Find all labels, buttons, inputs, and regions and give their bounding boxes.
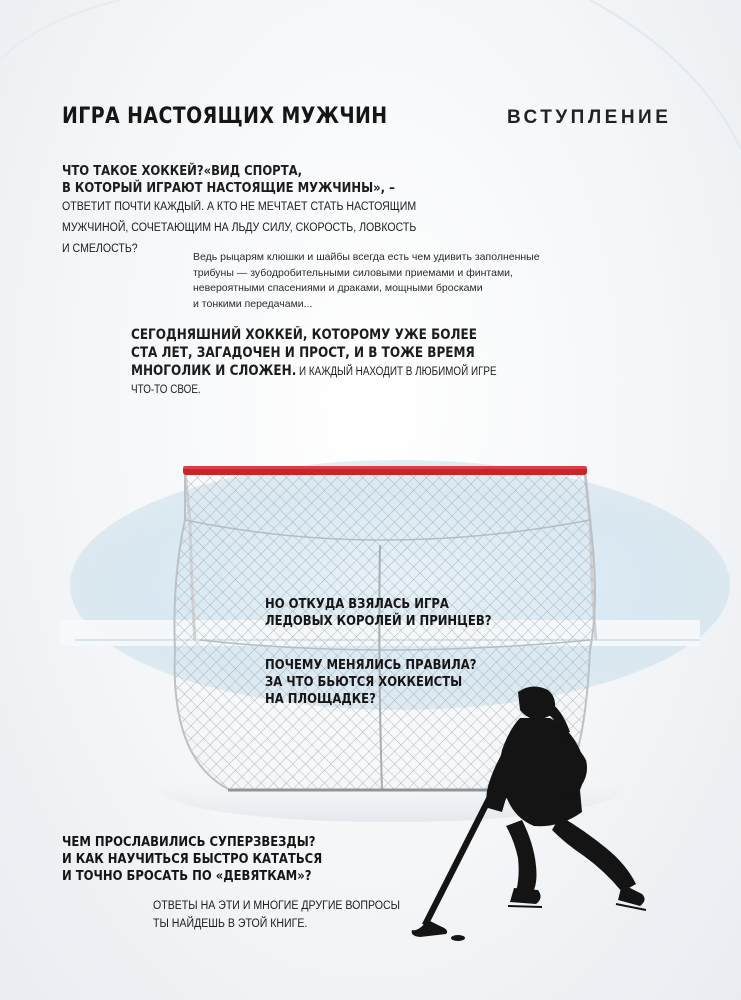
mid-strong-line: МНОГОЛИК И СЛОЖЕН. [131, 363, 297, 379]
mid-weak-tail: И КАЖДЫЙ НАХОДИТ В ЛЮБИМОЙ ИГРЕ [296, 366, 497, 378]
intro-rest-line: И СМЕЛОСТЬ? [62, 243, 138, 255]
page-title: ИГРА НАСТОЯЩИХ МУЖЧИН [62, 104, 388, 129]
question-line: И ТОЧНО БРОСАТЬ ПО «ДЕВЯТКАМ»? [62, 868, 312, 884]
answer-line: ТЫ НАЙДЕШЬ В ЭТОЙ КНИГЕ. [153, 918, 308, 930]
intro-block [62, 163, 442, 260]
paragraph-line: и тонкими передачами... [193, 297, 313, 310]
intro-rest-line: ОТВЕТИТ ПОЧТИ КАЖДЫЙ. А КТО НЕ МЕЧТАЕТ СТАТЬ НАСТОЯЩИМ [62, 201, 417, 213]
intro-lead-line: ЧТО ТАКОЕ ХОККЕЙ?«ВИД СПОРТА, [62, 163, 303, 179]
paragraph-line: Ведь рыцарям клюшки и шайбы всегда есть чем удивить заполненные [193, 251, 540, 263]
answer-text [153, 897, 400, 933]
question-origin [265, 596, 491, 630]
intro-rest-line: МУЖЧИНОЙ, СОЧЕТАЮЩИМ НА ЛЬДУ СИЛУ, СКОРОСТЬ, ЛОВКОСТЬ [62, 222, 417, 234]
mid-strong-line: СТА ЛЕТ, ЗАГАДОЧЕН И ПРОСТ, И В ТОЖЕ ВРЕМЯ [131, 344, 475, 361]
rink-arc [0, 0, 120, 60]
question-line: ЧЕМ ПРОСЛАВИЛИСЬ СУПЕРЗВЕЗДЫ? [62, 834, 316, 850]
question-line: ПОЧЕМУ МЕНЯЛИСЬ ПРАВИЛА? [265, 657, 477, 673]
question-superstars [62, 834, 322, 885]
hockey-player-silhouette [410, 680, 680, 945]
question-line: НА ПЛОЩАДКЕ? [265, 691, 376, 707]
answer-line: ОТВЕТЫ НА ЭТИ И МНОГИЕ ДРУГИЕ ВОПРОСЫ [153, 900, 401, 912]
question-line: НО ОТКУДА ВЗЯЛАСЬ ИГРА [265, 596, 449, 612]
paragraph-line: трибуны — зубодробительными силовыми приемами и финтами, [193, 266, 513, 279]
body-paragraph [193, 250, 563, 312]
intro-lead [62, 163, 440, 197]
mid-weak-line: ЧТО-ТО СВОЕ. [131, 384, 201, 396]
mid-strong-line: СЕГОДНЯШНИЙ ХОККЕЙ, КОТОРОМУ УЖЕ БОЛЕЕ [131, 327, 477, 343]
question-line: ЗА ЧТО БЬЮТСЯ ХОККЕИСТЫ [265, 674, 463, 690]
section-label: ВСТУПЛЕНИЕ [507, 107, 672, 128]
paragraph-line: невероятными спасениями и драками, мощными бросками [193, 282, 483, 294]
intro-lead-line: В КОТОРЫЙ ИГРАЮТ НАСТОЯЩИЕ МУЖЧИНЫ», – [62, 180, 395, 196]
question-line: И КАК НАУЧИТЬСЯ БЫСТРО КАТАТЬСЯ [62, 851, 323, 867]
mid-statement [131, 327, 551, 399]
mid-statement-text [131, 327, 544, 399]
question-line: ЛЕДОВЫХ КОРОЛЕЙ И ПРИНЦЕВ? [265, 613, 492, 629]
